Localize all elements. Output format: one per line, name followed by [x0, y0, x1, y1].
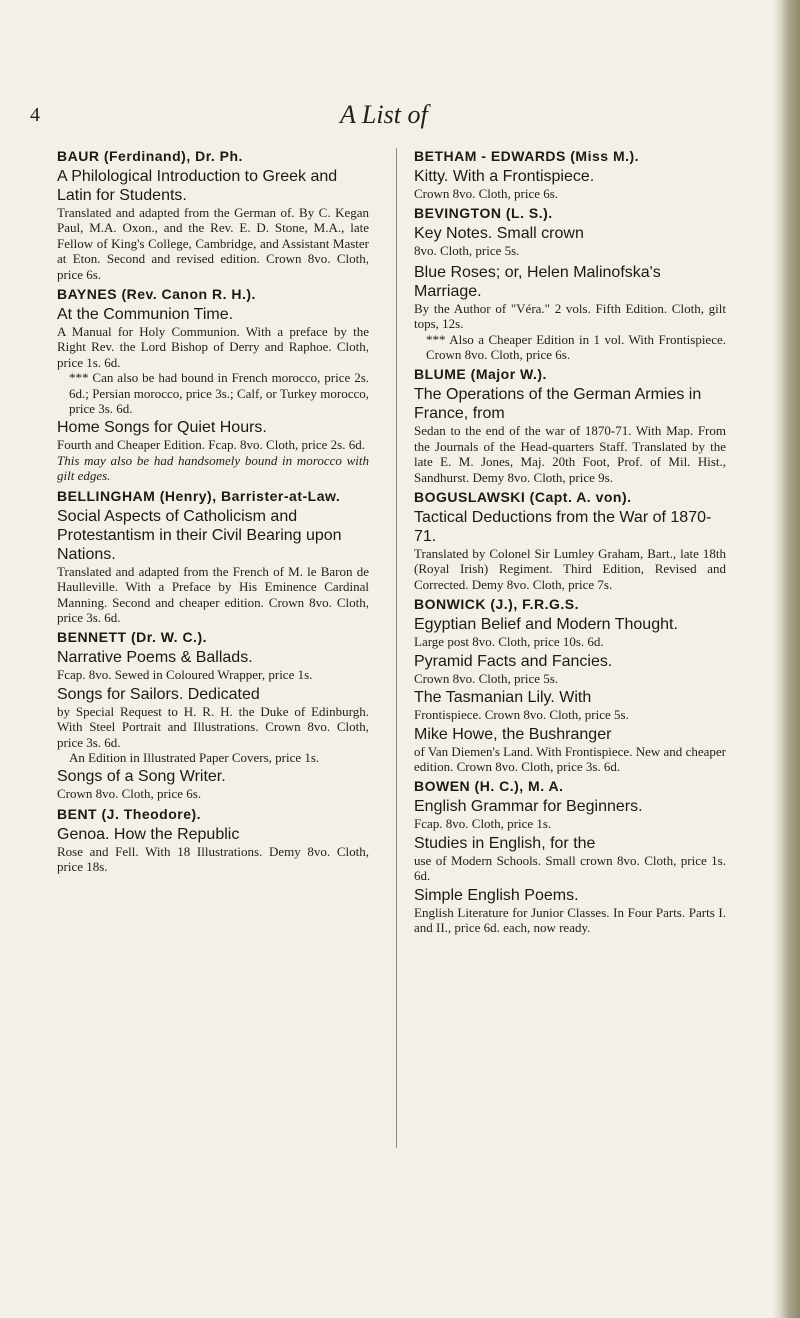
catalog-entry — [414, 778, 726, 935]
work-description: Sedan to the end of the war of 1870-71. With Map. From the Journals of the Head-quarters Staff. Translated by the late E. M. Jones, Maj. 20th Foot, Prof. of Mil. Hist., Sandhurst. Demy 8vo. Cloth, price 9s. — [414, 423, 726, 485]
work-item — [57, 767, 369, 801]
author-name: BOGUSLAWSKI (Capt. A. von). — [414, 489, 632, 506]
work-item — [414, 797, 726, 831]
work-title: Pyramid Facts and Fancies. — [414, 652, 613, 670]
work-item — [414, 224, 726, 258]
work-description: Frontispiece. Crown 8vo. Cloth, price 5s. — [414, 707, 629, 723]
author-name: BEVINGTON (L. S.). — [414, 205, 553, 222]
author-name: BAYNES (Rev. Canon R. H.). — [57, 286, 256, 303]
work-title: Social Aspects of Catholicism and Protestantism in their Civil Bearing upon Nations. — [57, 507, 342, 563]
work-title: English Grammar for Beginners. — [414, 798, 643, 816]
work-title: The Operations of the German Armies in France, from — [414, 386, 702, 423]
work-description: Rose and Fell. With 18 Illustrations. Demy 8vo. Cloth, price 18s. — [57, 843, 369, 875]
work-item — [414, 886, 726, 936]
work-title: Egyptian Belief and Modern Thought. — [414, 616, 678, 634]
work-item — [57, 825, 369, 875]
work-item — [57, 648, 369, 682]
work-description: Fcap. 8vo. Sewed in Coloured Wrapper, price 1s. — [57, 667, 313, 683]
work-title: Mike Howe, the Bushranger — [414, 725, 612, 743]
work-edition-note: *** Can also be had bound in French morocco, price 2s. 6d.; Persian morocco, price 3s.; Calf, or Turkey morocco, price 3s. 6d. — [69, 370, 369, 417]
catalog-entry — [57, 806, 369, 875]
work-description: By the Author of "Véra." 2 vols. Fifth Edition. Cloth, gilt tops, 12s. — [414, 300, 726, 332]
catalog-entry — [414, 596, 726, 774]
page-title: A List of — [340, 100, 428, 129]
work-item — [57, 418, 369, 483]
author-name: BELLINGHAM (Henry), Barrister-at-Law. — [57, 487, 341, 504]
page-edge-shadow — [772, 0, 800, 1318]
work-description: of Van Diemen's Land. With Frontispiece. New and cheaper edition. Crown 8vo. Cloth, price 3s. 6d. — [414, 743, 726, 774]
catalog-entry — [414, 148, 726, 201]
work-description: Crown 8vo. Cloth, price 6s. — [414, 186, 559, 201]
work-title: The Tasmanian Lily. With — [414, 689, 592, 707]
catalog-entry — [57, 629, 369, 801]
catalog-entry — [57, 286, 369, 484]
work-item — [414, 385, 726, 485]
work-item — [57, 305, 369, 416]
catalog-entry — [414, 205, 726, 258]
work-title: Songs for Sailors. Dedicated — [57, 685, 260, 703]
page-header — [0, 100, 800, 134]
work-title: Kitty. With a Frontispiece. — [414, 168, 595, 185]
work-item — [414, 167, 726, 201]
work-title: Home Songs for Quiet Hours. — [57, 419, 267, 437]
work-title: Key Notes. Small crown — [414, 225, 584, 243]
left-column — [57, 148, 369, 879]
work-item — [414, 688, 726, 722]
work-item — [57, 167, 369, 282]
work-item — [57, 507, 369, 626]
author-name: BENNETT (Dr. W. C.). — [57, 629, 207, 646]
work-description: A Manual for Holy Communion. With a preface by the Right Rev. the Lord Bishop of Derry and Raphoe. Cloth, price 1s. 6d. — [57, 324, 369, 370]
work-title: Songs of a Song Writer. — [57, 768, 226, 786]
work-description: Large post 8vo. Cloth, price 10s. 6d. — [414, 634, 604, 650]
work-item — [414, 725, 726, 775]
page-number: 4 — [30, 104, 40, 126]
author-name: BAUR (Ferdinand), Dr. Ph. — [57, 148, 243, 164]
work-description: Translated by Colonel Sir Lumley Graham, Bart., late 18th (Royal Irish) Regiment. Third Edition, Revised and Corrected. Demy 8vo. Cloth, price 7s. — [414, 546, 726, 592]
work-description: Fourth and Cheaper Edition. Fcap. 8vo. Cloth, price 2s. 6d. — [57, 437, 365, 453]
work-description: use of Modern Schools. Small crown 8vo. Cloth, price 1s. 6d. — [414, 852, 726, 884]
work-title: Simple English Poems. — [414, 886, 579, 904]
work-title: Genoa. How the Republic — [57, 825, 240, 843]
work-item — [414, 652, 726, 686]
work-item — [414, 834, 726, 884]
work-title: At the Communion Time. — [57, 306, 234, 324]
catalog-entry — [414, 366, 726, 485]
work-item — [57, 685, 369, 766]
work-edition-note: An Edition in Illustrated Paper Covers, price 1s. — [69, 749, 320, 765]
work-description: Translated and adapted from the French of M. le Baron de Haulleville. With a Preface by His Eminence Cardinal Manning. Second and cheaper edition. Crown 8vo. Cloth, price 3s. 6d. — [57, 563, 369, 625]
work-binding-note: This may also be had handsomely bound in morocco with gilt edges. — [57, 452, 369, 484]
author-name: BOWEN (H. C.), M. A. — [414, 778, 564, 795]
work-title: A Philological Introduction to Greek and Latin for Students. — [57, 168, 338, 204]
catalog-entry — [57, 148, 369, 282]
author-name: BENT (J. Theodore). — [57, 805, 202, 822]
work-edition-note: *** Also a Cheaper Edition in 1 vol. With Frontispiece. Crown 8vo. Cloth, price 6s. — [426, 331, 726, 363]
work-description: Fcap. 8vo. Cloth, price 1s. — [414, 816, 552, 832]
author-name: BETHAM - EDWARDS (Miss M.). — [414, 148, 640, 164]
work-description: Crown 8vo. Cloth, price 5s. — [414, 670, 559, 686]
work-description: English Literature for Junior Classes. In Four Parts. Parts I. and II., price 6d. each, now ready. — [414, 904, 726, 935]
work-title: Tactical Deductions from the War of 1870-71. — [414, 509, 712, 546]
work-description: by Special Request to H. R. H. the Duke of Edinburgh. With Steel Portrait and Illustrations. Crown 8vo. Cloth, price 3s. 6d. — [57, 703, 369, 750]
author-name: BONWICK (J.), F.R.G.S. — [414, 596, 579, 613]
work-description: Crown 8vo. Cloth, price 6s. — [57, 786, 202, 802]
work-item — [414, 508, 726, 592]
work-title: Studies in English, for the — [414, 834, 596, 852]
work-description: 8vo. Cloth, price 5s. — [414, 243, 520, 259]
author-name: BLUME (Major W.). — [414, 366, 547, 383]
catalog-entry — [414, 263, 726, 363]
work-item — [414, 263, 726, 363]
work-title: Blue Roses; or, Helen Malinofska's Marriage. — [414, 263, 661, 300]
column-divider — [396, 148, 397, 1148]
work-item — [414, 615, 726, 649]
work-title: Narrative Poems & Ballads. — [57, 649, 253, 667]
right-column — [414, 148, 726, 939]
catalog-entry — [57, 488, 369, 626]
work-description: Translated and adapted from the German of. By C. Kegan Paul, M.A. Oxon., and the Rev. E. D. Stone, M.A., late Fellow of King's College, Cambridge, and Assistant Master at Eton. Second and revised edition. Crown 8vo. Cloth, price 6s. — [57, 205, 369, 282]
catalog-entry — [414, 489, 726, 592]
